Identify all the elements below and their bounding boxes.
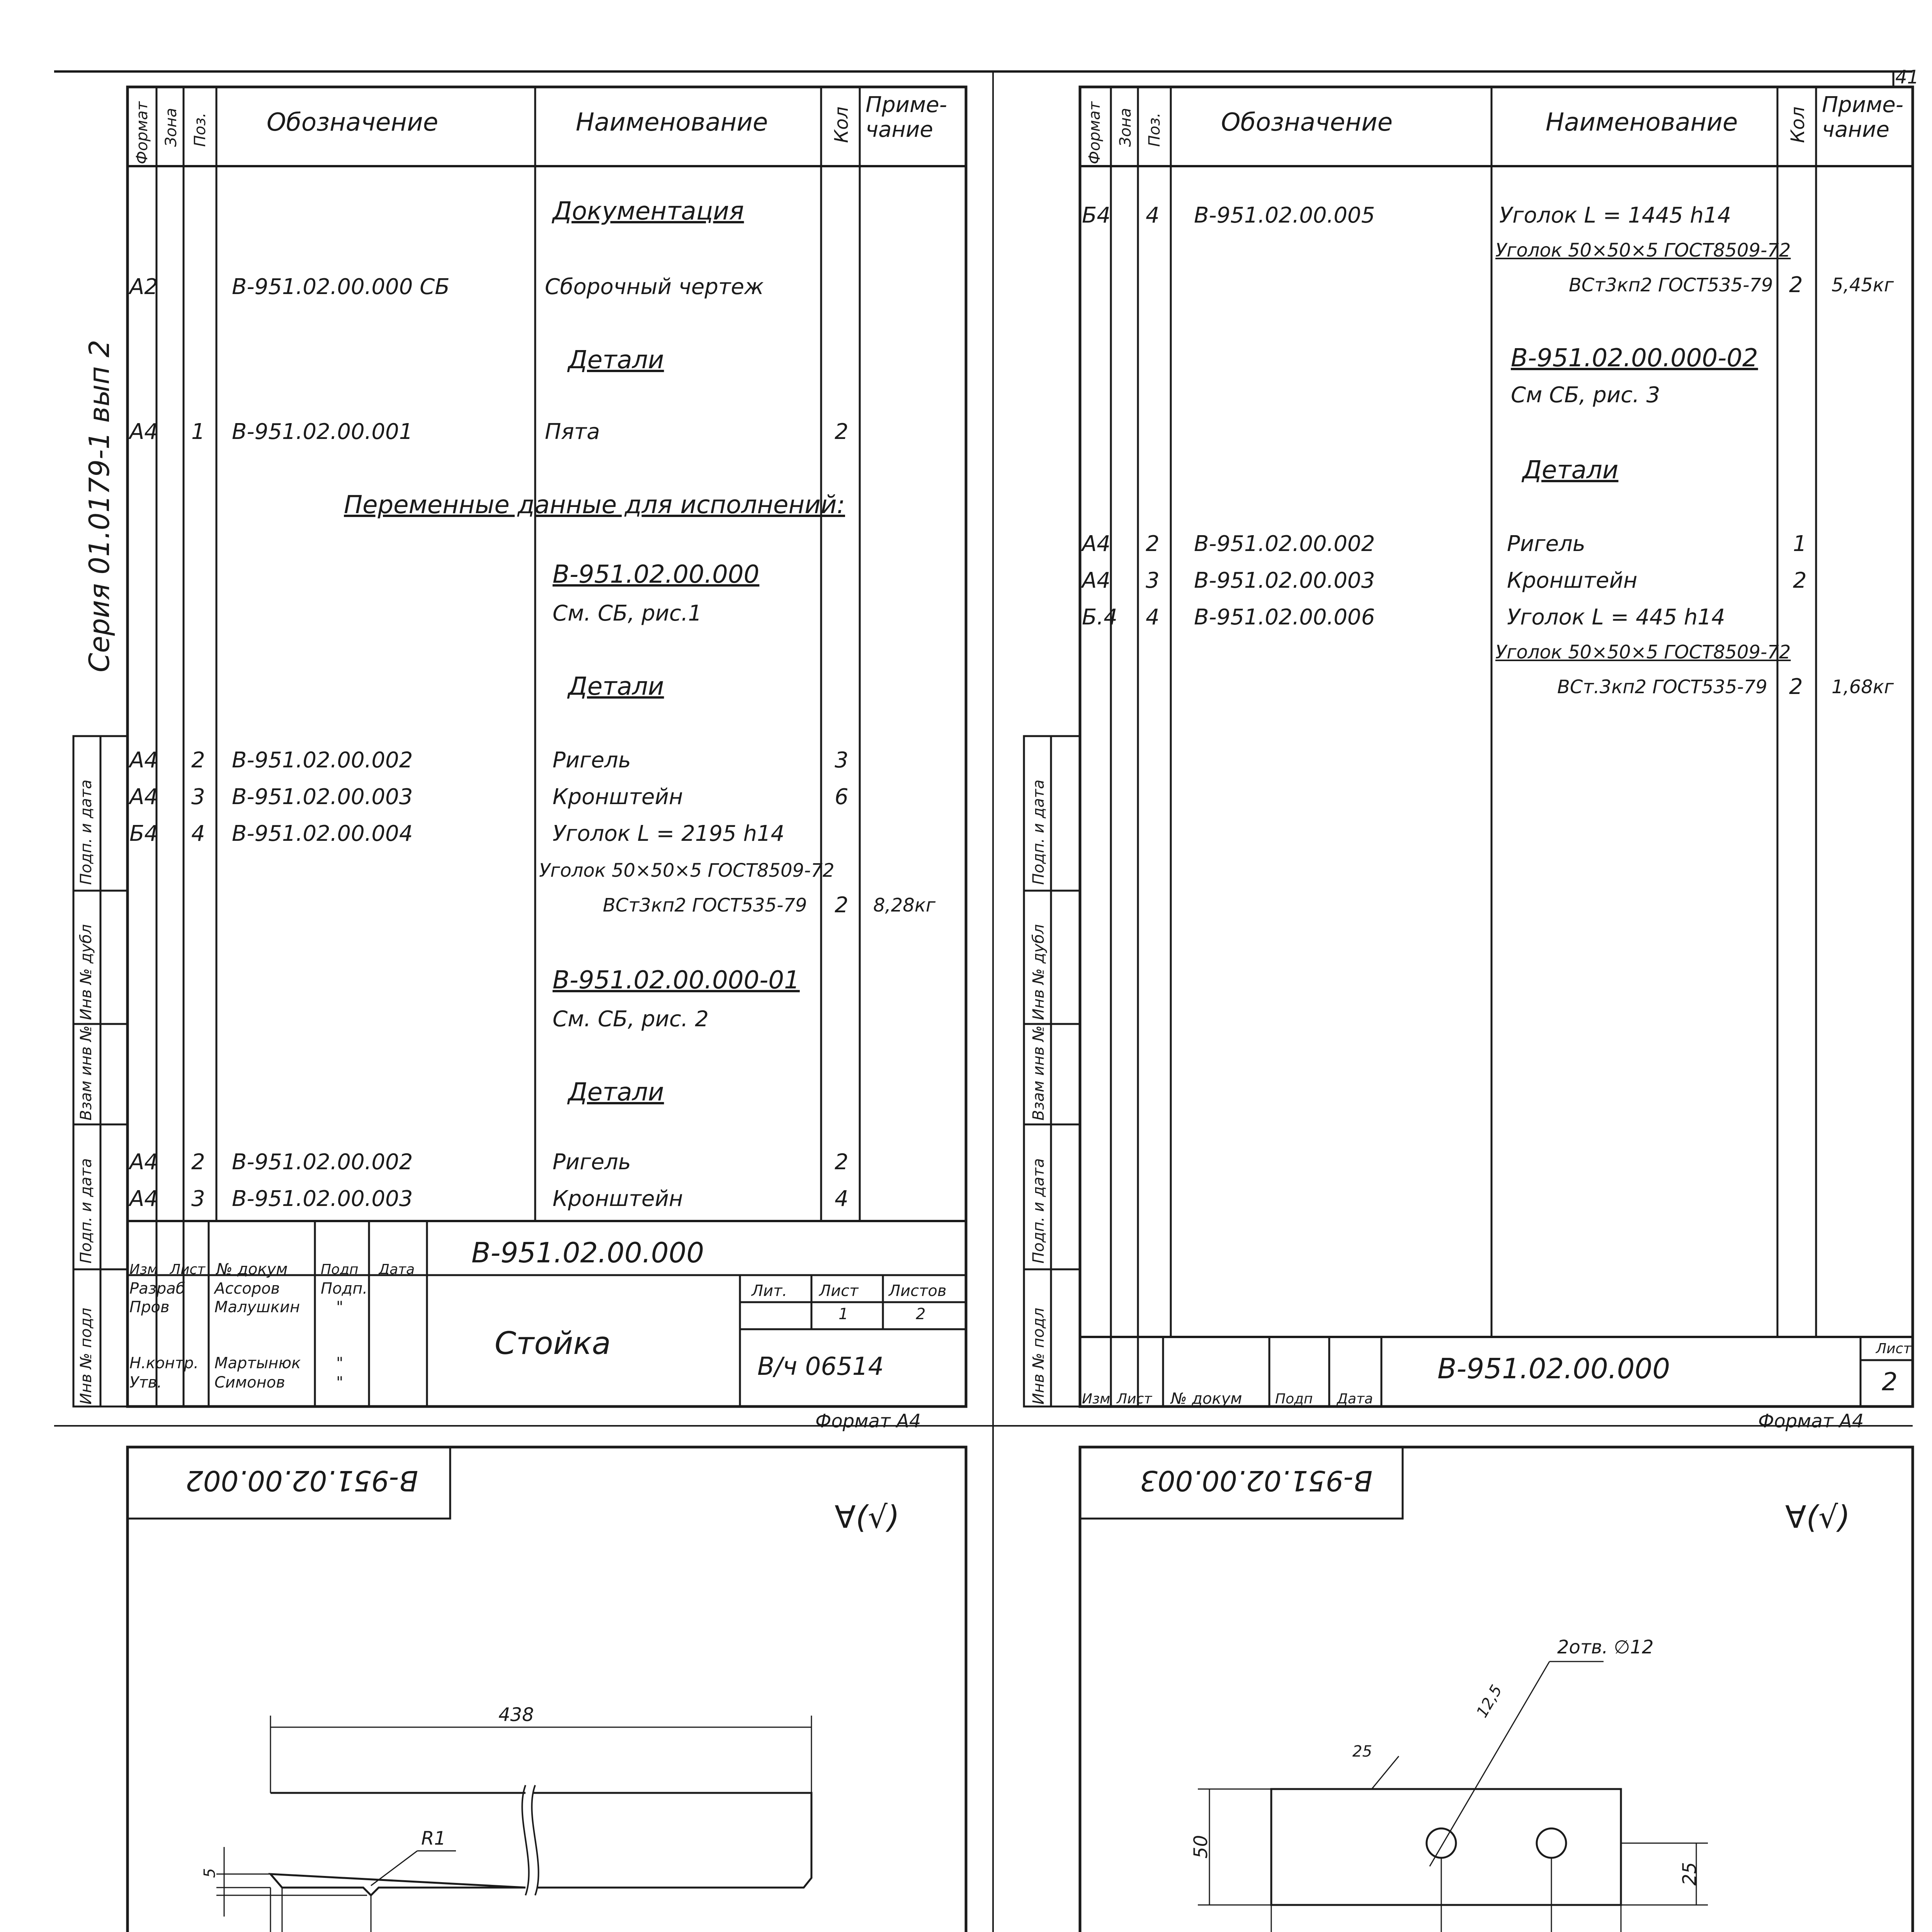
row-pos: 3 — [1146, 568, 1160, 593]
tb-prov-sign: " — [336, 1298, 344, 1316]
tb-lit: Лит. — [752, 1282, 787, 1300]
dim-length: 438 — [498, 1704, 534, 1726]
row-details-heading: Детали — [568, 1078, 664, 1107]
spec-header-name: Наименование — [1546, 108, 1738, 137]
row-name: Ригель — [1507, 531, 1585, 556]
spec-header-note: Приме- чание — [1822, 92, 1903, 142]
roughness-symbol: ∀(√) — [1785, 1499, 1850, 1535]
row-designation: В-951.02.00.001 — [232, 419, 413, 444]
row-qty: 2 — [835, 419, 849, 444]
row-designation: В-951.02.00.005 — [1194, 203, 1375, 228]
tb-izm: Изм — [1082, 1391, 1111, 1407]
tb-list: Лист — [170, 1262, 206, 1277]
dim-25-top: 25 — [1352, 1743, 1372, 1760]
row-name: Ригель — [553, 748, 631, 773]
row-pos: 4 — [1146, 203, 1160, 228]
page-number: 41 — [1895, 66, 1919, 88]
tb-utv: Утв. — [129, 1374, 162, 1391]
dim-25-right: 25 — [1679, 1862, 1701, 1886]
row-fmt: Б4 — [1082, 203, 1111, 228]
row-designation: В-951.02.00.003 — [232, 1186, 413, 1211]
row-qty: 2 — [835, 893, 849, 918]
spec-header-pos: Поз. — [191, 112, 209, 147]
dim-12-5: 12,5 — [1473, 1682, 1506, 1721]
row-name: Уголок L = 2195 h14 — [553, 821, 785, 846]
row-fmt: Б.4 — [1082, 605, 1117, 630]
row-pos: 1 — [191, 419, 205, 444]
spec-header-zone: Зона — [1117, 108, 1134, 147]
series-label: Серия 01.0179-1 вып 2 — [83, 340, 116, 672]
strip-podp-data: Подп. и дата — [1030, 779, 1048, 885]
row-details-heading: Детали — [1522, 456, 1619, 485]
tb-prov: Пров — [129, 1298, 170, 1316]
row-designation: В-951.02.00.003 — [232, 784, 413, 810]
row-name: Уголок L = 1445 h14 — [1499, 203, 1731, 228]
strip-vzam: Взам инв № — [77, 1025, 95, 1121]
row-designation: В-951.02.00.002 — [1194, 531, 1375, 556]
tb-code: В-951.02.00.000 — [1437, 1352, 1670, 1385]
spec-header-format: Формат — [1086, 101, 1104, 164]
row-qty: 4 — [835, 1186, 849, 1211]
row-material: Уголок 50×50×5 ГОСТ8509-72 — [539, 860, 835, 881]
strip-inv-podl: Инв № подл — [1030, 1308, 1048, 1405]
tb-list: Лист — [1117, 1391, 1152, 1407]
tb-data: Дата — [1337, 1391, 1373, 1407]
strip-podp-data-2: Подп. и дата — [77, 1158, 95, 1264]
row-qty: 2 — [1789, 272, 1803, 298]
row-fmt: А2 — [129, 274, 158, 299]
tb-org: В/ч 06514 — [757, 1352, 884, 1381]
dim-holes: 2отв. ∅12 — [1557, 1636, 1654, 1658]
strip-vzam: Взам инв № — [1030, 1025, 1048, 1121]
row-qty: 6 — [835, 784, 849, 810]
part-003-drawing — [1198, 1662, 1708, 1932]
row-pos: 2 — [191, 1150, 205, 1175]
row-qty: 1 — [1793, 531, 1807, 556]
tb-utv-name: Симонов — [214, 1374, 285, 1391]
tb-podp: Подп — [321, 1262, 359, 1277]
row-name: Кронштейн — [1507, 568, 1638, 593]
tb-razrab: Разраб — [129, 1280, 185, 1298]
row-pos: 2 — [1146, 531, 1160, 556]
row-pos: 3 — [191, 784, 205, 810]
row-designation: В-951.02.00.002 — [232, 748, 413, 773]
row-note: 1,68кг — [1832, 676, 1894, 698]
strip-inv-dubl: Инв № дубл — [1030, 924, 1048, 1020]
tb-code: В-951.02.00.000 — [471, 1236, 704, 1269]
tb-prov-name: Малушкин — [214, 1298, 300, 1316]
part-002-drawing — [216, 1716, 811, 1932]
dim-radius: R1 — [421, 1828, 446, 1849]
tb-nkontr-name: Мартынюк — [214, 1354, 301, 1372]
spec-header-designation: Обозначение — [1221, 108, 1393, 137]
tb-razrab-sign: Подп. — [321, 1280, 368, 1298]
row-pos: 4 — [1146, 605, 1160, 630]
row-doc-heading: Документация — [553, 197, 744, 226]
row-details-heading: Детали — [568, 346, 664, 374]
row-material-grade: ВСт3кп2 ГОСТ535-79 — [1569, 274, 1773, 296]
tb-nkontr: Н.контр. — [129, 1354, 199, 1372]
spec-header-qty: Кол — [1787, 106, 1809, 143]
row-note: 8,28кг — [873, 895, 936, 916]
row-qty: 2 — [1789, 674, 1803, 699]
row-designation: В-951.02.00.004 — [232, 821, 413, 846]
row-pos: 3 — [191, 1186, 205, 1211]
tb-nkontr-sign: " — [336, 1354, 344, 1372]
roughness-symbol: ∀(√) — [835, 1499, 900, 1535]
row-variant-code: В-951.02.00.000-01 — [553, 966, 800, 995]
row-fmt: А4 — [129, 1186, 158, 1211]
row-note: 5,45кг — [1832, 274, 1894, 296]
tb-data: Дата — [379, 1262, 415, 1277]
spec-header-note: Приме- чание — [866, 92, 947, 142]
row-name: Кронштейн — [553, 784, 683, 810]
row-pos: 2 — [191, 748, 205, 773]
row-name: Кронштейн — [553, 1186, 683, 1211]
row-name: Сборочный чертеж — [545, 274, 764, 299]
stamp-code-inverted: В-951.02.00.002 — [185, 1464, 418, 1497]
tb-ndoc: № докум — [1171, 1390, 1242, 1408]
row-details-heading: Детали — [568, 672, 664, 701]
row-fmt: А4 — [129, 1150, 158, 1175]
row-material: Уголок 50×50×5 ГОСТ8509-72 — [1495, 240, 1791, 261]
spec-header-qty: Кол — [831, 106, 852, 143]
spec-header-name: Наименование — [576, 108, 768, 137]
row-designation: В-951.02.00.000 СБ — [232, 274, 450, 299]
row-name: Ригель — [553, 1150, 631, 1175]
row-qty: 3 — [835, 748, 849, 773]
row-variant-code: В-951.02.00.000-02 — [1511, 344, 1758, 372]
row-fmt: А4 — [1082, 531, 1111, 556]
tb-sheets-val: 2 — [916, 1305, 926, 1323]
row-variant-ref: См СБ, рис. 3 — [1511, 383, 1660, 408]
spec-header-zone: Зона — [162, 108, 180, 147]
row-fmt: А4 — [129, 784, 158, 810]
row-material: Уголок 50×50×5 ГОСТ8509-72 — [1495, 641, 1791, 663]
spec-header-format: Формат — [133, 101, 151, 164]
tb-sheet: Лист — [819, 1282, 859, 1300]
strip-inv-podl: Инв № подл — [77, 1308, 95, 1405]
dim-50-height: 50 — [1190, 1835, 1212, 1859]
row-variant-code: В-951.02.00.000 — [553, 560, 760, 589]
tb-sheet-val: 1 — [838, 1305, 849, 1323]
tb-title: Стойка — [495, 1325, 611, 1361]
format-label: Формат А4 — [1758, 1410, 1864, 1432]
tb-sheet-val: 2 — [1882, 1368, 1898, 1396]
row-material-grade: ВСт.3кп2 ГОСТ535-79 — [1557, 676, 1767, 698]
tb-sheets: Листов — [889, 1282, 947, 1300]
format-label: Формат А4 — [815, 1410, 921, 1432]
row-qty: 2 — [835, 1150, 849, 1175]
strip-podp-data: Подп. и дата — [77, 779, 95, 885]
row-name: Уголок L = 445 h14 — [1507, 605, 1725, 630]
spec-header-designation: Обозначение — [267, 108, 439, 137]
strip-podp-data-2: Подп. и дата — [1030, 1158, 1048, 1264]
spec-header-pos: Поз. — [1146, 112, 1163, 147]
row-variant-ref: См. СБ, рис. 2 — [553, 1007, 709, 1032]
tb-utv-sign: " — [336, 1374, 344, 1391]
row-fmt: А4 — [129, 748, 158, 773]
row-qty: 2 — [1793, 568, 1807, 593]
tb-izm: Изм — [129, 1262, 158, 1277]
stamp-code-inverted: В-951.02.00.003 — [1140, 1464, 1373, 1497]
tb-razrab-name: Ассоров — [214, 1280, 280, 1298]
row-fmt: А4 — [1082, 568, 1111, 593]
row-material-grade: ВСт3кп2 ГОСТ535-79 — [603, 895, 807, 916]
row-designation: В-951.02.00.006 — [1194, 605, 1375, 630]
row-fmt: Б4 — [129, 821, 158, 846]
strip-inv-dubl: Инв № дубл — [77, 924, 95, 1020]
tb-podp: Подп — [1275, 1391, 1313, 1407]
row-variant-ref: См. СБ, рис.1 — [553, 601, 702, 626]
row-fmt: А4 — [129, 419, 158, 444]
dim-5-vertical: 5 — [201, 1868, 219, 1878]
tb-ndoc: № докум — [216, 1260, 288, 1278]
row-designation: В-951.02.00.003 — [1194, 568, 1375, 593]
tb-sheet: Лист — [1876, 1341, 1912, 1357]
row-designation: В-951.02.00.002 — [232, 1150, 413, 1175]
row-variable-data-heading: Переменные данные для исполнений: — [344, 491, 845, 519]
row-name: Пята — [545, 419, 600, 444]
row-pos: 4 — [191, 821, 205, 846]
